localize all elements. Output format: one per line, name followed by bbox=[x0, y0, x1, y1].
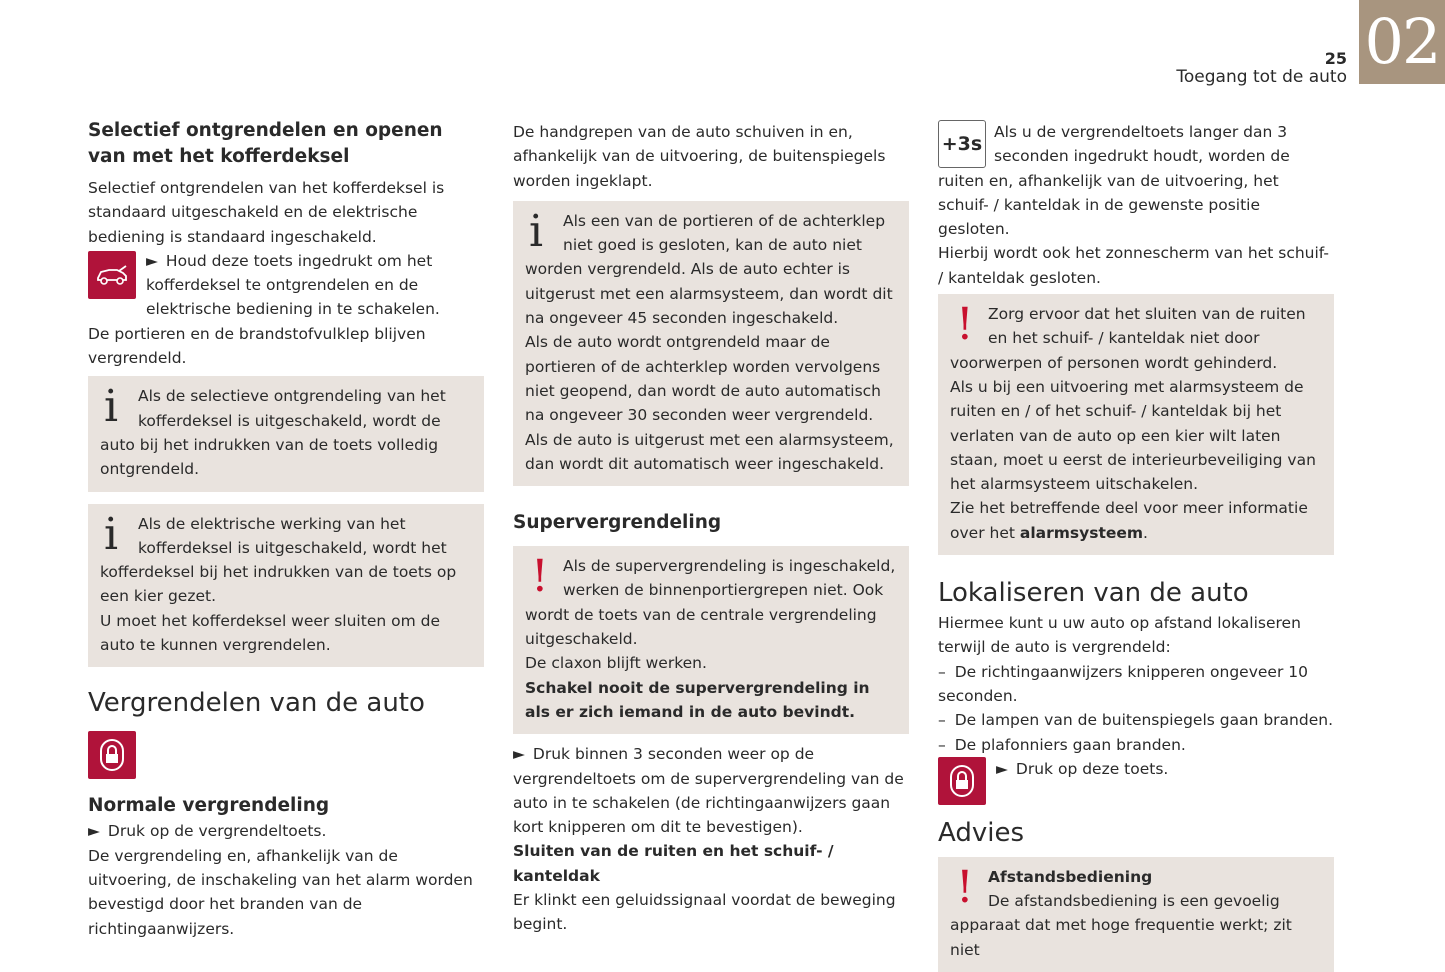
text-run: . bbox=[1143, 523, 1148, 542]
warning-icon: ! bbox=[531, 551, 549, 603]
paragraph: Hierbij wordt ook het zonnescherm van het schuif- / kanteldak gesloten. bbox=[938, 244, 1330, 287]
list-item bbox=[938, 733, 1334, 757]
step-druk bbox=[88, 819, 484, 843]
warning-icon: ! bbox=[956, 861, 974, 913]
info-icon: i bbox=[104, 508, 119, 560]
arrow-bullet: ► bbox=[513, 745, 525, 764]
arrow-bullet: ► bbox=[146, 251, 158, 270]
info-box bbox=[513, 201, 909, 486]
heading-advies: Advies bbox=[938, 817, 1024, 848]
list-item bbox=[938, 708, 1334, 732]
step-druk bbox=[938, 757, 1334, 807]
text-run: Zie het betreffende deel voor meer informatie over het bbox=[950, 499, 1308, 542]
page-number: 25 bbox=[1324, 49, 1347, 68]
paragraph: Als u de vergrendeltoets langer dan 3 seconden ingedrukt houdt, worden de ruiten en, afhankelijk van de uitvoering, het schuif- / kanteldak in de gewenste positie gesloten. bbox=[938, 123, 1290, 239]
warning-text: Zorg ervoor dat het sluiten van de ruiten en het schuif- / kanteldak niet door voorwerpen of personen wordt gehinderd. bbox=[950, 305, 1306, 372]
arrow-bullet: ► bbox=[996, 759, 1008, 778]
warning-text: Als de supervergrendeling is ingeschakeld, werken de binnenportiergrepen niet. Ook wordt de toets van de centrale vergrendeling uitgeschakeld. bbox=[525, 557, 896, 649]
subheading-sluiten: Sluiten van de ruiten en het schuif- / kanteldak bbox=[513, 842, 834, 885]
column-2 bbox=[513, 120, 909, 937]
dash-bullet: – bbox=[938, 735, 946, 754]
warning-text: Als u bij een uitvoering met alarmsysteem de ruiten en / of het schuif- / kanteldak bij het verlaten van de auto op een kier wilt laten staan, moet u eerst de interieurbeveiliging van het alarmsysteem uitschakelen. bbox=[950, 377, 1316, 494]
info-icon: i bbox=[529, 205, 544, 257]
paragraph: De vergrendeling en, afhankelijk van de uitvoering, de inschakeling van het alarm worden bevestigd door het branden van de richtingaanwijzers. bbox=[88, 846, 473, 938]
warning-box bbox=[513, 546, 909, 734]
step-druk3 bbox=[513, 742, 909, 839]
paragraph: Er klinkt een geluidssignaal voordat de beweging begint. bbox=[513, 891, 896, 934]
info-box bbox=[88, 376, 484, 491]
list-text: De lampen van de buitenspiegels gaan branden. bbox=[954, 711, 1333, 730]
warning-text-bold: Schakel nooit de supervergrendeling in als er zich iemand in de auto bevindt. bbox=[525, 678, 870, 721]
warning-text: De afstandsbediening is een gevoelig apparaat dat met hoge frequentie werkt; zit niet bbox=[950, 892, 1292, 959]
step-text: Houd deze toets ingedrukt om het kofferdeksel te ontgrendelen en de elektrische bediening in te schakelen. bbox=[146, 251, 440, 319]
warning-title: Afstandsbediening bbox=[988, 867, 1153, 886]
warning-icon: ! bbox=[956, 299, 974, 351]
warning-text bbox=[950, 496, 1322, 545]
dash-bullet: – bbox=[938, 711, 946, 730]
warning-box bbox=[938, 857, 1334, 972]
info-text: Als de selectieve ontgrendeling van het kofferdeksel is uitgeschakeld, wordt de auto bij het indrukken van de toets volledig ontgrendeld. bbox=[100, 387, 446, 479]
heading-vergrendelen: Vergrendelen van de auto bbox=[88, 688, 425, 719]
paragraph: Hiermee kunt u uw auto op afstand lokaliseren terwijl de auto is vergrendeld: bbox=[938, 614, 1301, 657]
block-3s bbox=[938, 120, 1334, 241]
heading-supervergrendeling: Supervergrendeling bbox=[513, 512, 722, 534]
step-houd bbox=[88, 249, 484, 322]
heading-lokaliseren: Lokaliseren van de auto bbox=[938, 578, 1249, 609]
step-text: Druk binnen 3 seconden weer op de vergrendeltoets om de supervergrendeling van de auto in te schakelen (de richtingaanwijzers gaan kort knipperen om dit te bevestigen). bbox=[513, 745, 904, 837]
arrow-bullet: ► bbox=[88, 822, 100, 841]
warning-text: De claxon blijft werken. bbox=[525, 654, 707, 673]
lock-button-icon bbox=[938, 757, 986, 805]
chapter-tab: 02 bbox=[1359, 0, 1445, 84]
info-text: U moet het kofferdeksel weer sluiten om de auto te kunnen vergrendelen. bbox=[100, 611, 440, 655]
step-text: Druk op deze toets. bbox=[1015, 759, 1169, 778]
info-box bbox=[88, 504, 484, 668]
alarm-reference: alarmsysteem bbox=[1019, 523, 1144, 542]
dash-bullet: – bbox=[938, 662, 946, 681]
plus-3s-icon: +3s bbox=[938, 120, 986, 168]
info-icon: i bbox=[104, 381, 119, 433]
trunk-button-icon bbox=[88, 251, 136, 299]
info-text: Als een van de portieren of de achterklep niet goed is gesloten, kan de auto niet worden vergrendeld. Als de auto echter is uitgerust met een alarmsysteem, dan wordt dit na ongeveer 45 seconden ingeschakeld. bbox=[525, 211, 893, 328]
step-text: Druk op de vergrendeltoets. bbox=[107, 822, 327, 841]
list-text: De richtingaanwijzers knipperen ongeveer 10 seconden. bbox=[938, 662, 1308, 705]
info-text: Als de auto wordt ontgrendeld maar de portieren of de achterklep worden vervolgens niet geopend, dan wordt de auto automatisch na ongeveer 30 seconden weer vergrendeld. Als de auto is uitgerust met een alarmsysteem, dan wordt dit automatisch weer ingeschakeld. bbox=[525, 333, 894, 473]
list-text: De plafonniers gaan branden. bbox=[954, 735, 1186, 754]
heading-normale: Normale vergrendeling bbox=[88, 795, 330, 817]
column-3 bbox=[938, 120, 1334, 972]
heading-selectief: Selectief ontgrendelen en openen van met het kofferdeksel bbox=[88, 120, 443, 167]
paragraph: De handgrepen van de auto schuiven in en, afhankelijk van de uitvoering, de buitenspiegels worden ingeklapt. bbox=[513, 123, 886, 190]
section-title: Toegang tot de auto bbox=[1176, 67, 1347, 87]
lock-button-icon bbox=[88, 731, 136, 779]
info-text: Als de elektrische werking van het kofferdeksel is uitgeschakeld, wordt het kofferdeksel bij het indrukken van de toets op een kier gezet. bbox=[100, 514, 457, 606]
list-item bbox=[938, 660, 1334, 709]
column-1 bbox=[88, 118, 484, 941]
paragraph: Selectief ontgrendelen van het kofferdeksel is standaard uitgeschakeld en de elektrische bediening is standaard ingeschakeld. bbox=[88, 179, 445, 246]
warning-box bbox=[938, 294, 1334, 555]
paragraph: De portieren en de brandstofvulklep blijven vergrendeld. bbox=[88, 324, 426, 368]
